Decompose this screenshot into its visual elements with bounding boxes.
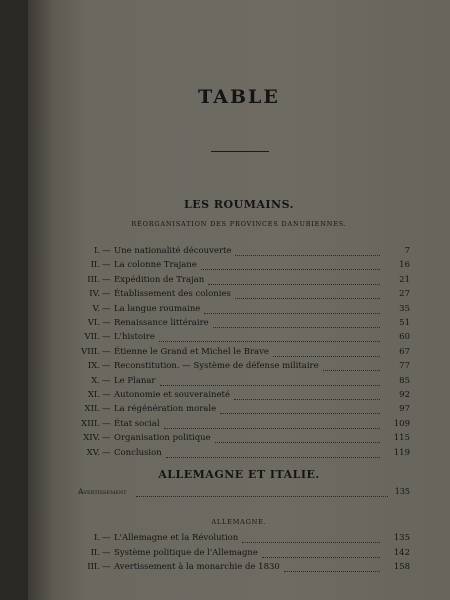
chapter-page-number: 85 bbox=[399, 375, 410, 386]
dash-separator: — bbox=[102, 404, 111, 415]
book-page bbox=[28, 0, 450, 600]
chapter-page-number: 158 bbox=[393, 562, 410, 572]
dash-separator: — bbox=[102, 361, 111, 372]
chapter-roman-numeral: II. bbox=[90, 260, 100, 271]
chapter-roman-numeral: IV. bbox=[89, 289, 100, 300]
toc-row bbox=[28, 331, 450, 343]
chapter-title: Système politique de l'Allemagne bbox=[114, 547, 258, 558]
chapter-roman-numeral: VIII. bbox=[81, 346, 100, 357]
toc-row bbox=[28, 346, 450, 358]
chapter-title: Avertissement à la monarchie de 1830 bbox=[114, 562, 280, 572]
foreword-label: Avertissement bbox=[78, 487, 127, 496]
leader-dots bbox=[136, 495, 388, 497]
dash-separator: — bbox=[102, 533, 111, 543]
chapter-page-number: 27 bbox=[399, 289, 410, 300]
chapter-page-number: 97 bbox=[399, 404, 410, 415]
section-subtitle-roumains: RÉORGANISATION DES PROVINCES DANUBIENNES. bbox=[131, 220, 347, 228]
dash-separator: — bbox=[102, 260, 111, 271]
leader-dots bbox=[164, 427, 380, 429]
chapter-roman-numeral: V. bbox=[92, 303, 100, 314]
toc-row bbox=[28, 288, 450, 300]
leader-dots bbox=[204, 312, 380, 314]
chapter-title: La colonne Trajane bbox=[114, 260, 197, 271]
section-title-allemagne-italie: ALLEMAGNE ET ITALIE. bbox=[158, 468, 320, 481]
leader-dots bbox=[208, 283, 380, 285]
leader-dots bbox=[166, 456, 380, 458]
chapter-roman-numeral: VI. bbox=[87, 318, 100, 328]
toc-row bbox=[28, 274, 450, 286]
toc-row bbox=[28, 375, 450, 387]
chapter-roman-numeral: XIII. bbox=[81, 418, 100, 429]
dash-separator: — bbox=[102, 375, 111, 386]
foreword-page-number: 135 bbox=[394, 487, 410, 496]
chapter-title: Établissement des colonies bbox=[114, 289, 231, 300]
chapter-roman-numeral: XI. bbox=[87, 390, 100, 400]
leader-dots bbox=[201, 268, 380, 270]
toc-row bbox=[28, 245, 450, 257]
chapter-page-number: 119 bbox=[393, 447, 410, 458]
chapter-page-number: 60 bbox=[399, 332, 410, 343]
chapter-roman-numeral: XII. bbox=[84, 404, 100, 415]
leader-dots bbox=[262, 556, 380, 558]
chapter-roman-numeral: III. bbox=[87, 274, 100, 285]
toc-row bbox=[28, 418, 450, 430]
dash-separator: — bbox=[102, 390, 111, 400]
chapter-page-number: 142 bbox=[393, 547, 410, 558]
leader-dots bbox=[234, 398, 380, 400]
chapter-page-number: 21 bbox=[399, 274, 410, 285]
chapter-title: Le Planar bbox=[114, 375, 156, 386]
dash-separator: — bbox=[102, 332, 111, 343]
page-title: TABLE bbox=[198, 86, 280, 108]
leader-dots bbox=[273, 355, 380, 357]
toc-row bbox=[28, 303, 450, 315]
chapter-title: Conclusion bbox=[114, 447, 162, 458]
chapter-title: Étienne le Grand et Michel le Brave bbox=[114, 346, 269, 357]
leader-dots bbox=[213, 326, 380, 328]
chapter-roman-numeral: VII. bbox=[84, 332, 100, 343]
dash-separator: — bbox=[102, 318, 111, 328]
chapter-roman-numeral: IX. bbox=[87, 361, 100, 372]
dash-separator: — bbox=[102, 547, 111, 558]
section-title-roumains: LES ROUMAINS. bbox=[183, 198, 294, 211]
chapter-page-number: 35 bbox=[399, 303, 410, 314]
chapter-title: Renaissance littéraire bbox=[114, 318, 209, 328]
dash-separator: — bbox=[102, 274, 111, 285]
dash-separator: — bbox=[102, 346, 111, 357]
leader-dots bbox=[235, 297, 380, 299]
chapter-page-number: 109 bbox=[393, 418, 410, 429]
chapter-page-number: 7 bbox=[404, 246, 410, 256]
chapter-title: Autonomie et souveraineté bbox=[114, 390, 230, 400]
chapter-page-number: 115 bbox=[393, 433, 410, 444]
dash-separator: — bbox=[102, 447, 111, 458]
chapter-title: État social bbox=[114, 418, 160, 429]
leader-dots bbox=[159, 340, 380, 342]
toc-row bbox=[28, 432, 450, 444]
chapter-title: Une nationalité découverte bbox=[114, 246, 232, 256]
chapter-roman-numeral: I. bbox=[93, 246, 100, 256]
toc-row bbox=[28, 403, 450, 415]
dash-separator: — bbox=[102, 246, 111, 256]
dash-separator: — bbox=[102, 303, 111, 314]
dash-separator: — bbox=[102, 562, 111, 572]
toc-row bbox=[28, 447, 450, 459]
leader-dots bbox=[160, 384, 380, 386]
toc-row bbox=[28, 259, 450, 271]
chapter-title: La langue roumaine bbox=[114, 303, 201, 314]
leader-dots bbox=[235, 254, 380, 256]
leader-dots bbox=[284, 570, 380, 572]
chapter-roman-numeral: XIV. bbox=[83, 433, 100, 444]
toc-row bbox=[28, 532, 450, 544]
leader-dots bbox=[242, 541, 380, 543]
dash-separator: — bbox=[102, 418, 111, 429]
chapter-title: L'histoire bbox=[114, 332, 155, 343]
chapter-page-number: 16 bbox=[399, 260, 410, 271]
chapter-page-number: 135 bbox=[393, 533, 410, 543]
chapter-title: Expédition de Trajan bbox=[114, 274, 205, 285]
leader-dots bbox=[220, 412, 380, 414]
chapter-title: La régénération morale bbox=[114, 404, 217, 415]
chapter-roman-numeral: I. bbox=[93, 533, 100, 543]
chapter-title: Organisation politique bbox=[114, 433, 211, 444]
title-rule bbox=[211, 151, 269, 152]
dash-separator: — bbox=[102, 289, 111, 300]
toc-row bbox=[28, 561, 450, 573]
chapter-roman-numeral: XV. bbox=[86, 447, 100, 458]
chapter-page-number: 77 bbox=[399, 361, 410, 372]
chapter-title: L'Allemagne et la Révolution bbox=[114, 533, 239, 543]
toc-row bbox=[28, 317, 450, 329]
chapter-page-number: 51 bbox=[399, 318, 410, 328]
chapter-title: Reconstitution. — Système de défense militaire bbox=[114, 361, 319, 372]
chapter-page-number: 92 bbox=[399, 390, 410, 400]
leader-dots bbox=[215, 441, 380, 443]
chapter-roman-numeral: II. bbox=[90, 547, 100, 558]
toc-row bbox=[28, 547, 450, 559]
section-subtitle-allemagne: ALLEMAGNE. bbox=[211, 518, 267, 526]
chapter-roman-numeral: X. bbox=[91, 375, 100, 386]
leader-dots bbox=[323, 369, 380, 371]
toc-row bbox=[28, 360, 450, 372]
toc-row bbox=[28, 389, 450, 401]
chapter-roman-numeral: III. bbox=[87, 562, 100, 572]
dash-separator: — bbox=[102, 433, 111, 444]
chapter-page-number: 67 bbox=[399, 346, 410, 357]
